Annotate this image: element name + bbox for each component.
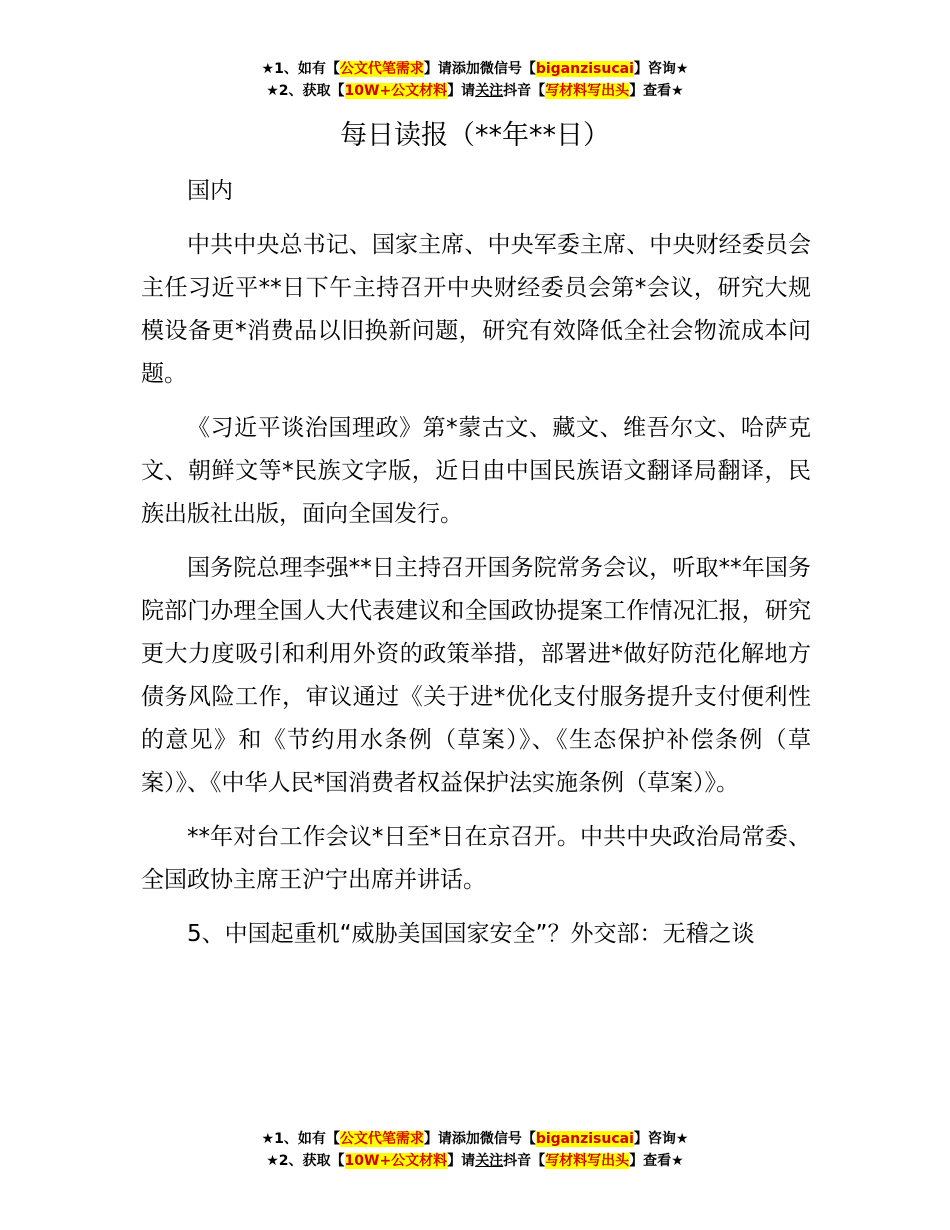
banner-text: ★1、如有【 xyxy=(261,1131,340,1147)
document-title: 每日读报（**年**日） xyxy=(340,120,610,151)
banner-highlight: 10W+公文材料 xyxy=(344,1153,448,1169)
banner-highlight: 写材料写出头 xyxy=(545,83,630,99)
banner-highlight: 公文代笔需求 xyxy=(339,61,424,77)
banner-text: 微信号【 xyxy=(479,61,536,77)
banner-text: 】请 xyxy=(447,83,476,99)
section-heading: 国内 xyxy=(187,178,233,204)
paragraph: **年对台工作会议*日至*日在京召开。中共中央政治局常委、全国政协主席王沪宁出席并讲话。 xyxy=(141,824,811,893)
paragraph: 5、中国起重机“威胁美国国家安全”？外交部：无稽之谈 xyxy=(187,921,755,947)
banner-text: 】咨询★ xyxy=(633,61,689,77)
banner-highlight: 写材料写出头 xyxy=(545,1153,630,1169)
banner-highlight: 10W+公文材料 xyxy=(344,83,448,99)
banner-text: 】咨询★ xyxy=(633,1131,689,1147)
banner-text: 微信号【 xyxy=(479,1131,536,1147)
banner-line-1 xyxy=(0,1128,950,1150)
header-banner xyxy=(0,58,950,102)
banner-emphasis: 关注 xyxy=(475,83,504,99)
banner-highlight: biganzisucai xyxy=(535,1131,634,1147)
banner-text: ★2、获取【 xyxy=(266,1153,345,1169)
banner-text: 】请 xyxy=(423,1131,452,1147)
banner-text: ★1、如有【 xyxy=(261,61,340,77)
banner-text: ★2、获取【 xyxy=(266,83,345,99)
banner-text: 】查看★ xyxy=(629,1153,684,1169)
banner-text: 抖音【 xyxy=(503,83,546,99)
banner-line-2 xyxy=(0,80,950,102)
footer-banner xyxy=(0,1128,950,1172)
paragraph: 中共中央总书记、国家主席、中央军委主席、中央财经委员会主任习近平**日下午主持召开中央财经委员会第*会议，研究大规模设备更*消费品以旧换新问题，研究有效降低全社会物流成本问题。 xyxy=(141,232,811,387)
banner-text: 抖音【 xyxy=(503,1153,546,1169)
banner-emphasis: 添加 xyxy=(451,61,480,77)
banner-highlight: 公文代笔需求 xyxy=(339,1131,424,1147)
banner-line-1 xyxy=(0,58,950,80)
banner-emphasis: 关注 xyxy=(475,1153,504,1169)
paragraph: 《习近平谈治国理政》第*蒙古文、藏文、维吾尔文、哈萨克文、朝鲜文等*民族文字版，近日由中国民族语文翻译局翻译，民族出版社出版，面向全国发行。 xyxy=(141,415,811,527)
banner-text: 】查看★ xyxy=(629,83,684,99)
paragraph: 国务院总理李强**日主持召开国务院常务会议，听取**年国务院部门办理全国人大代表建议和全国政协提案工作情况汇报，研究更大力度吸引和利用外资的政策举措，部署进*做好防范化解地方债务风险工作，审议通过《关于进*优化支付服务提升支付便利性的意见》和《节约用水条例（草案）》、《生态保护补偿条例（草案）》、《中华人民*国消费者权益保护法实施条例（草案）》。 xyxy=(141,555,811,796)
banner-highlight: biganzisucai xyxy=(535,61,634,77)
banner-text: 】请 xyxy=(447,1153,476,1169)
banner-text: 】请 xyxy=(423,61,452,77)
banner-line-2 xyxy=(0,1150,950,1172)
banner-emphasis: 添加 xyxy=(451,1131,480,1147)
document-body xyxy=(141,170,811,967)
